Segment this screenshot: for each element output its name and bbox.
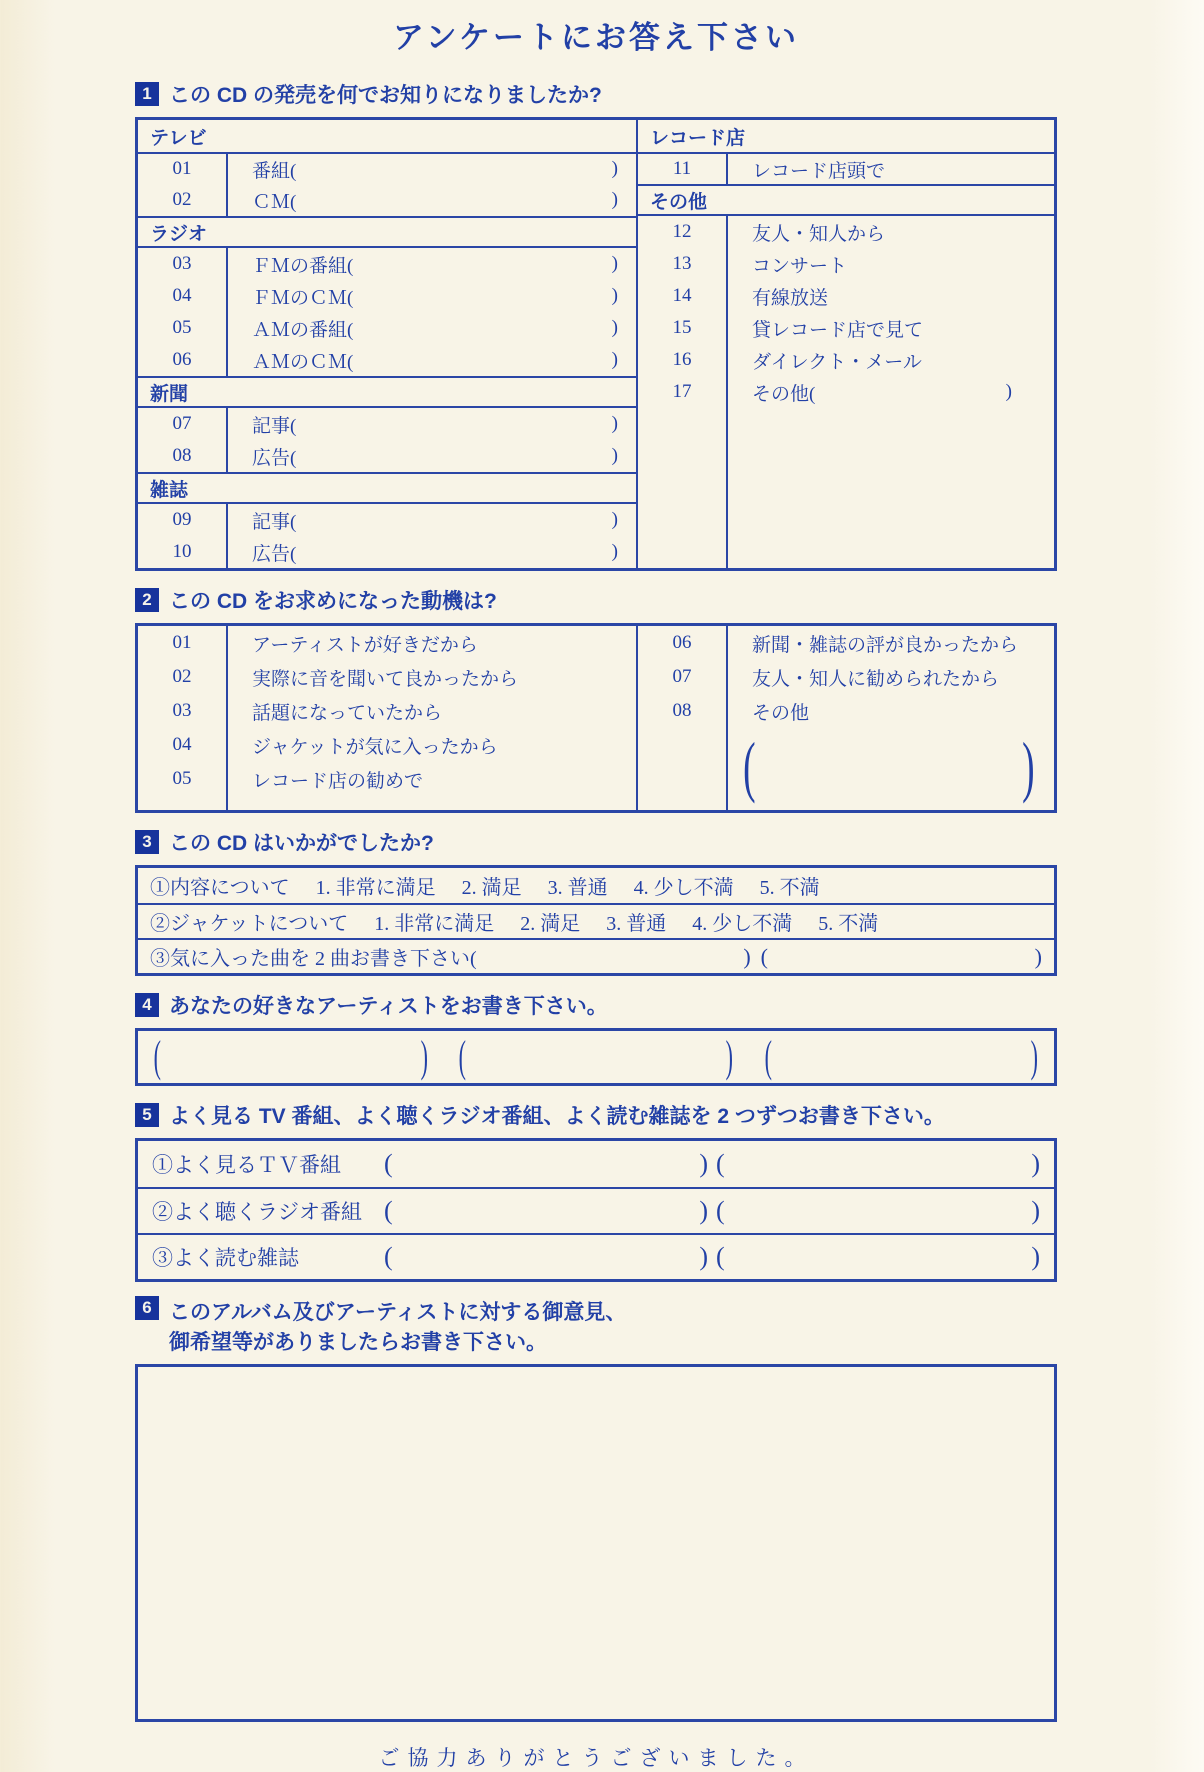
blank-open-paren: ( (153, 1032, 161, 1081)
q1-option-04 (138, 280, 636, 312)
scale-option: 1. 非常に満足 (315, 877, 436, 899)
option-label: 話題になっていたから (252, 702, 443, 724)
option-label: 友人・知人から (752, 223, 886, 245)
option-code: 06 (638, 626, 728, 660)
row-label: ②よく聴くラジオ番組 (152, 1200, 362, 1224)
q5-row-magazine (138, 1233, 1054, 1279)
blank-open-paren: ( (716, 1242, 725, 1271)
blank-close-paren: ) (611, 445, 618, 466)
q4-artist-write-in-box (135, 1028, 1057, 1086)
q1-option-11 (638, 152, 1054, 184)
option-code: 05 (138, 762, 228, 796)
blank-close-paren: ) (725, 1032, 733, 1081)
option-code: 13 (638, 248, 728, 280)
scale-option: 3. 普通 (547, 877, 608, 899)
blank-close-paren: ) (611, 189, 618, 210)
row-label: ③よく読む雑誌 (152, 1246, 299, 1270)
q1-option-15 (638, 312, 1054, 344)
option-label: 番組( (252, 160, 297, 182)
q1-option-09 (138, 504, 636, 536)
option-label: ジャケットが気に入ったから (252, 736, 498, 758)
blank-close-paren: ) (743, 943, 751, 969)
option-label: 記事( (252, 415, 297, 437)
blank-close-paren: ) (1022, 728, 1035, 804)
option-label: 新聞・雑誌の評が良かったから (752, 634, 1019, 656)
blank-close-paren: ) (611, 253, 618, 274)
option-code: 08 (138, 440, 228, 472)
scale-option: 5. 不満 (759, 877, 820, 899)
q2-option-04 (138, 728, 636, 762)
option-label: 貸レコード店で見て (752, 319, 924, 341)
write-in-blank (728, 728, 1054, 810)
q1-option-14 (638, 280, 1054, 312)
q1-option-17 (638, 376, 1054, 408)
q1-table (135, 117, 1057, 571)
q4-heading-row (135, 990, 1057, 1020)
option-code: 06 (138, 344, 228, 376)
q2-option-05 (138, 762, 636, 796)
option-label: アーティストが好きだから (252, 634, 478, 656)
option-code: 16 (638, 344, 728, 376)
q2-option-06 (638, 626, 1054, 660)
option-code: 02 (138, 660, 228, 694)
q1-group-header-magazine: 雑誌 (138, 472, 636, 504)
q5-table (135, 1138, 1057, 1282)
scale-option: 2. 満足 (461, 877, 522, 899)
q1-group-header-newspaper: 新聞 (138, 376, 636, 408)
scale-option: 2. 満足 (520, 913, 581, 935)
option-label: 広告( (252, 543, 297, 565)
q2-other-write-in (638, 728, 1054, 810)
q1-option-13 (638, 248, 1054, 280)
q2-heading-row (135, 585, 1057, 615)
option-label: その他 (752, 702, 810, 724)
q1-right-empty-area (638, 408, 1054, 568)
write-in-blank (138, 1031, 443, 1083)
option-label: 有線放送 (752, 287, 829, 309)
option-code: 11 (638, 154, 728, 184)
empty-cell (638, 728, 728, 810)
q5-row-radio (138, 1187, 1054, 1233)
q3-heading: この CD はいかがでしたか? (169, 832, 434, 855)
q6-number-badge: 6 (135, 1296, 159, 1320)
option-code: 14 (638, 280, 728, 312)
blank-open-paren: ( (384, 1242, 393, 1271)
option-code: 15 (638, 312, 728, 344)
option-code: 04 (138, 280, 228, 312)
q2-option-07 (638, 660, 1054, 694)
q1-option-08 (138, 440, 636, 472)
blank-open-paren: ( (716, 1149, 725, 1178)
blank-close-paren: ) (420, 1032, 428, 1081)
q2-left-empty-area (138, 796, 636, 810)
option-code: 10 (138, 536, 228, 568)
q2-option-08 (638, 694, 1054, 728)
blank-close-paren: ) (699, 1196, 708, 1225)
q4-number-badge: 4 (135, 993, 159, 1017)
q1-number-badge: 1 (135, 82, 159, 106)
blank-open-paren: ( (384, 1149, 393, 1178)
q3-table (135, 865, 1057, 976)
q1-option-12 (638, 216, 1054, 248)
write-in-blank (749, 1031, 1054, 1083)
option-code: 08 (638, 694, 728, 728)
q1-heading-row (135, 79, 1057, 109)
option-label: 友人・知人に勧められたから (752, 668, 1000, 690)
q1-option-16 (638, 344, 1054, 376)
option-code: 03 (138, 694, 228, 728)
blank-close-paren: ) (699, 1242, 708, 1271)
blank-open-paren: ( (760, 943, 768, 969)
option-label: ＦＭのＣＭ( (252, 287, 354, 309)
empty-cell (228, 796, 636, 810)
q1-option-01 (138, 152, 636, 184)
blank-close-paren: ) (611, 349, 618, 370)
q6-heading (169, 1296, 626, 1356)
q2-option-03 (138, 694, 636, 728)
blank-close-paren: ) (611, 509, 618, 530)
q3-heading-row (135, 827, 1057, 857)
q4-heading: あなたの好きなアーティストをお書き下さい。 (169, 995, 608, 1018)
blank-close-paren: ) (1031, 1196, 1040, 1225)
q2-table (135, 623, 1057, 813)
blank-open-paren: ( (384, 1196, 393, 1225)
option-code: 02 (138, 184, 228, 216)
option-label: レコード店の勧めで (252, 770, 424, 792)
q2-number-badge: 2 (135, 588, 159, 612)
blank-open-paren: ( (458, 1032, 467, 1081)
q1-option-07 (138, 408, 636, 440)
rating-row-label: ③気に入った曲を 2 曲お書き下さい( (150, 948, 477, 970)
rating-row-label: ①内容について (150, 877, 290, 899)
blank-close-paren: ) (1031, 1242, 1040, 1271)
option-code: 03 (138, 248, 228, 280)
q1-group-header-other: その他 (638, 184, 1054, 216)
q1-group-header-recordstore: レコード店 (650, 127, 746, 149)
q6-heading-row (135, 1296, 1057, 1356)
option-code: 04 (138, 728, 228, 762)
q5-heading-row (135, 1100, 1057, 1130)
q2-right-column (636, 626, 1054, 810)
scale-option: 1. 非常に満足 (374, 913, 495, 935)
scale-option: 4. 少し不満 (633, 877, 734, 899)
empty-cell (138, 796, 228, 810)
scale-option: 4. 少し不満 (692, 913, 793, 935)
rating-row-label: ②ジャケットについて (150, 913, 349, 935)
option-code: 12 (638, 216, 728, 248)
blank-close-paren: ) (1031, 1149, 1040, 1178)
option-label: ＦＭの番組( (252, 255, 354, 277)
option-label: レコード店頭で (752, 160, 886, 182)
option-label: コンサート (752, 255, 848, 277)
q1-left-column (138, 120, 636, 568)
empty-cell (728, 408, 1054, 568)
blank-close-paren: ) (1030, 1032, 1039, 1081)
option-label: 実際に音を聞いて良かったから (252, 668, 519, 690)
blank-close-paren: ) (611, 413, 618, 434)
q1-option-10 (138, 536, 636, 568)
empty-cell (638, 408, 728, 568)
q1-option-03 (138, 248, 636, 280)
blank-open-paren: ( (743, 728, 756, 804)
blank-close-paren: ) (611, 158, 618, 179)
q6-heading-line2: 御希望等がありましたらお書き下さい。 (169, 1331, 547, 1354)
option-label: ＣＭ( (252, 191, 297, 213)
option-code: 07 (638, 660, 728, 694)
q2-heading: この CD をお求めになった動機は? (169, 590, 497, 613)
option-label: ＡＭのＣＭ( (252, 351, 354, 373)
q5-row-tv (138, 1141, 1054, 1187)
blank-close-paren: ) (699, 1149, 708, 1178)
option-code: 09 (138, 504, 228, 536)
write-in-blank (443, 1031, 748, 1083)
q6-heading-line1: このアルバム及びアーティストに対する御意見、 (169, 1301, 627, 1324)
q1-heading: この CD の発売を何でお知りになりましたか? (169, 84, 602, 107)
option-label: 記事( (252, 511, 297, 533)
option-label: 広告( (252, 447, 297, 469)
thank-you-note: ご協力ありがとうございました。 (378, 1746, 814, 1770)
q6-comment-box (135, 1364, 1057, 1722)
row-label: ①よく見るＴＶ番組 (152, 1153, 341, 1177)
blank-close-paren: ) (1034, 943, 1042, 969)
option-label: ＡＭの番組( (252, 319, 354, 341)
page-title: アンケートにお答え下さい (392, 20, 800, 55)
blank-open-paren: ( (716, 1196, 725, 1225)
blank-close-paren: ) (611, 541, 618, 562)
q1-group-header-tv: テレビ (150, 127, 207, 149)
q3-row-favorite-songs (138, 938, 1054, 973)
q2-left-column (138, 626, 636, 810)
q2-option-02 (138, 660, 636, 694)
option-code: 17 (638, 376, 728, 408)
q2-option-01 (138, 626, 636, 660)
blank-close-paren: ) (1005, 381, 1012, 402)
q1-option-02 (138, 184, 636, 216)
blank-open-paren: ( (764, 1032, 772, 1081)
q1-group-header-radio: ラジオ (138, 216, 636, 248)
blank-close-paren: ) (611, 317, 618, 338)
option-code: 01 (138, 154, 228, 184)
q1-option-06 (138, 344, 636, 376)
survey-card (135, 0, 1057, 1772)
scale-option: 3. 普通 (606, 913, 667, 935)
option-code: 01 (138, 626, 228, 660)
blank-close-paren: ) (611, 285, 618, 306)
q5-heading: よく見る TV 番組、よく聴くラジオ番組、よく読む雑誌を 2 つずつお書き下さい。 (169, 1105, 945, 1128)
option-label: ダイレクト・メール (752, 351, 922, 373)
option-code: 05 (138, 312, 228, 344)
option-label: その他( (752, 383, 816, 405)
q5-number-badge: 5 (135, 1103, 159, 1127)
q1-right-column (636, 120, 1054, 568)
q1-option-05 (138, 312, 636, 344)
q3-row-jacket (138, 903, 1054, 938)
scale-option: 5. 不満 (818, 913, 879, 935)
q3-number-badge: 3 (135, 830, 159, 854)
option-code: 07 (138, 408, 228, 440)
q3-row-content (138, 868, 1054, 903)
